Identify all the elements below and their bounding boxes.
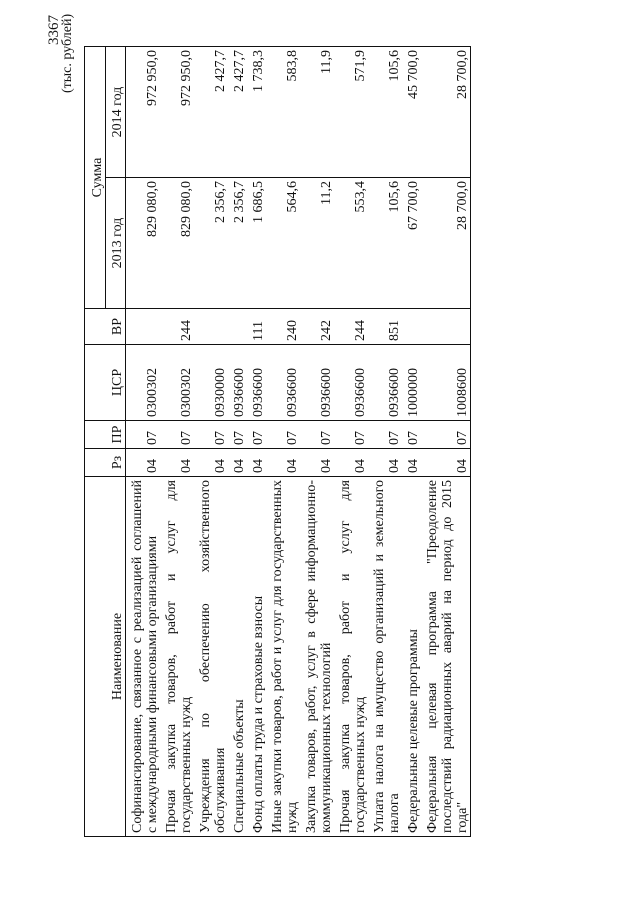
row-pr: 07 — [334, 421, 368, 449]
row-sum-2014: 45 700,0 — [402, 47, 421, 178]
table-row — [421, 47, 471, 837]
table-row — [266, 47, 300, 837]
row-name: Софинансирование, связанное с реализацией соглашений с международными финансовыми организациями — [126, 477, 161, 837]
row-csr: 0936600 — [300, 345, 334, 421]
row-rz: 04 — [126, 449, 161, 477]
row-csr: 1008600 — [421, 345, 471, 421]
row-vr — [421, 309, 471, 345]
row-vr: 111 — [247, 309, 266, 345]
table-row — [368, 47, 402, 837]
table-row — [334, 47, 368, 837]
table-row — [126, 47, 161, 837]
row-sum-2014: 2 427,7 — [194, 47, 228, 178]
header-vr: ВР — [85, 309, 126, 345]
row-sum-2013: 11,2 — [300, 178, 334, 309]
row-rz: 04 — [160, 449, 194, 477]
row-sum-2014: 28 700,0 — [421, 47, 471, 178]
row-sum-2013: 2 356,7 — [194, 178, 228, 309]
row-vr: 851 — [368, 309, 402, 345]
row-name: Закупка товаров, работ, услуг в сфере информационно-коммуникационных технологий — [300, 477, 334, 837]
row-name: Уплата налога на имущество организаций и земельного налога — [368, 477, 402, 837]
row-pr: 07 — [368, 421, 402, 449]
row-vr: 242 — [300, 309, 334, 345]
row-csr: 1000000 — [402, 345, 421, 421]
row-rz: 04 — [334, 449, 368, 477]
table-row — [160, 47, 194, 837]
row-rz: 04 — [247, 449, 266, 477]
table-row — [194, 47, 228, 837]
table-row — [300, 47, 334, 837]
row-sum-2013: 2 356,7 — [228, 178, 247, 309]
row-sum-2013: 829 080,0 — [160, 178, 194, 309]
row-pr: 07 — [421, 421, 471, 449]
row-sum-2013: 564,6 — [266, 178, 300, 309]
row-sum-2014: 583,8 — [266, 47, 300, 178]
row-pr: 07 — [160, 421, 194, 449]
row-pr: 07 — [228, 421, 247, 449]
row-vr: 240 — [266, 309, 300, 345]
row-sum-2014: 972 950,0 — [126, 47, 161, 178]
row-rz: 04 — [228, 449, 247, 477]
row-rz: 04 — [402, 449, 421, 477]
row-vr — [126, 309, 161, 345]
page-number: 3367 — [46, 15, 62, 45]
budget-table — [84, 46, 471, 837]
row-rz: 04 — [368, 449, 402, 477]
row-vr: 244 — [334, 309, 368, 345]
row-vr — [228, 309, 247, 345]
row-sum-2013: 67 700,0 — [402, 178, 421, 309]
row-pr: 07 — [194, 421, 228, 449]
table-row — [247, 47, 266, 837]
row-name: Учреждения по обеспечению хозяйственного обслуживания — [194, 477, 228, 837]
row-csr: 0936600 — [334, 345, 368, 421]
units-label: (тыс. рублей) — [60, 13, 75, 93]
header-2014: 2014 год — [106, 47, 126, 178]
row-sum-2014: 972 950,0 — [160, 47, 194, 178]
row-vr — [194, 309, 228, 345]
row-sum-2014: 2 427,7 — [228, 47, 247, 178]
header-rz: Рз — [85, 449, 126, 477]
row-sum-2014: 11,9 — [300, 47, 334, 178]
row-sum-2013: 28 700,0 — [421, 178, 471, 309]
header-csr: ЦСР — [85, 345, 126, 421]
row-vr: 244 — [160, 309, 194, 345]
row-sum-2014: 571,9 — [334, 47, 368, 178]
row-name: Федеральная целевая программа "Преодоление последствий радиационных аварий на период до 2015 года" — [421, 477, 471, 837]
row-pr: 07 — [300, 421, 334, 449]
row-csr: 0300302 — [126, 345, 161, 421]
row-csr: 0936600 — [228, 345, 247, 421]
row-csr: 0936600 — [368, 345, 402, 421]
row-sum-2013: 1 686,5 — [247, 178, 266, 309]
row-rz: 04 — [421, 449, 471, 477]
table-row — [228, 47, 247, 837]
row-name: Прочая закупка товаров, работ и услуг для государственных нужд — [334, 477, 368, 837]
header-2013: 2013 год — [106, 178, 126, 309]
row-rz: 04 — [194, 449, 228, 477]
header-name: Наименование — [85, 477, 126, 837]
row-name: Специальные объекты — [228, 477, 247, 837]
row-pr: 07 — [247, 421, 266, 449]
row-pr: 07 — [126, 421, 161, 449]
row-sum-2014: 105,6 — [368, 47, 402, 178]
row-sum-2013: 553,4 — [334, 178, 368, 309]
row-csr: 0936600 — [266, 345, 300, 421]
row-sum-2013: 829 080,0 — [126, 178, 161, 309]
row-csr: 0936600 — [247, 345, 266, 421]
header-pr: ПР — [85, 421, 126, 449]
row-vr — [402, 309, 421, 345]
row-rz: 04 — [300, 449, 334, 477]
row-name: Федеральные целевые программы — [402, 477, 421, 837]
row-name: Иные закупки товаров, работ и услуг для государственных нужд — [266, 477, 300, 837]
row-rz: 04 — [266, 449, 300, 477]
row-csr: 0930000 — [194, 345, 228, 421]
row-name: Фонд оплаты труда и страховые взносы — [247, 477, 266, 837]
row-name: Прочая закупка товаров, работ и услуг для государственных нужд — [160, 477, 194, 837]
table-row — [402, 47, 421, 837]
row-pr: 07 — [266, 421, 300, 449]
row-pr: 07 — [402, 421, 421, 449]
header-sum: Сумма — [85, 47, 106, 309]
row-csr: 0300302 — [160, 345, 194, 421]
row-sum-2014: 1 738,3 — [247, 47, 266, 178]
row-sum-2013: 105,6 — [368, 178, 402, 309]
